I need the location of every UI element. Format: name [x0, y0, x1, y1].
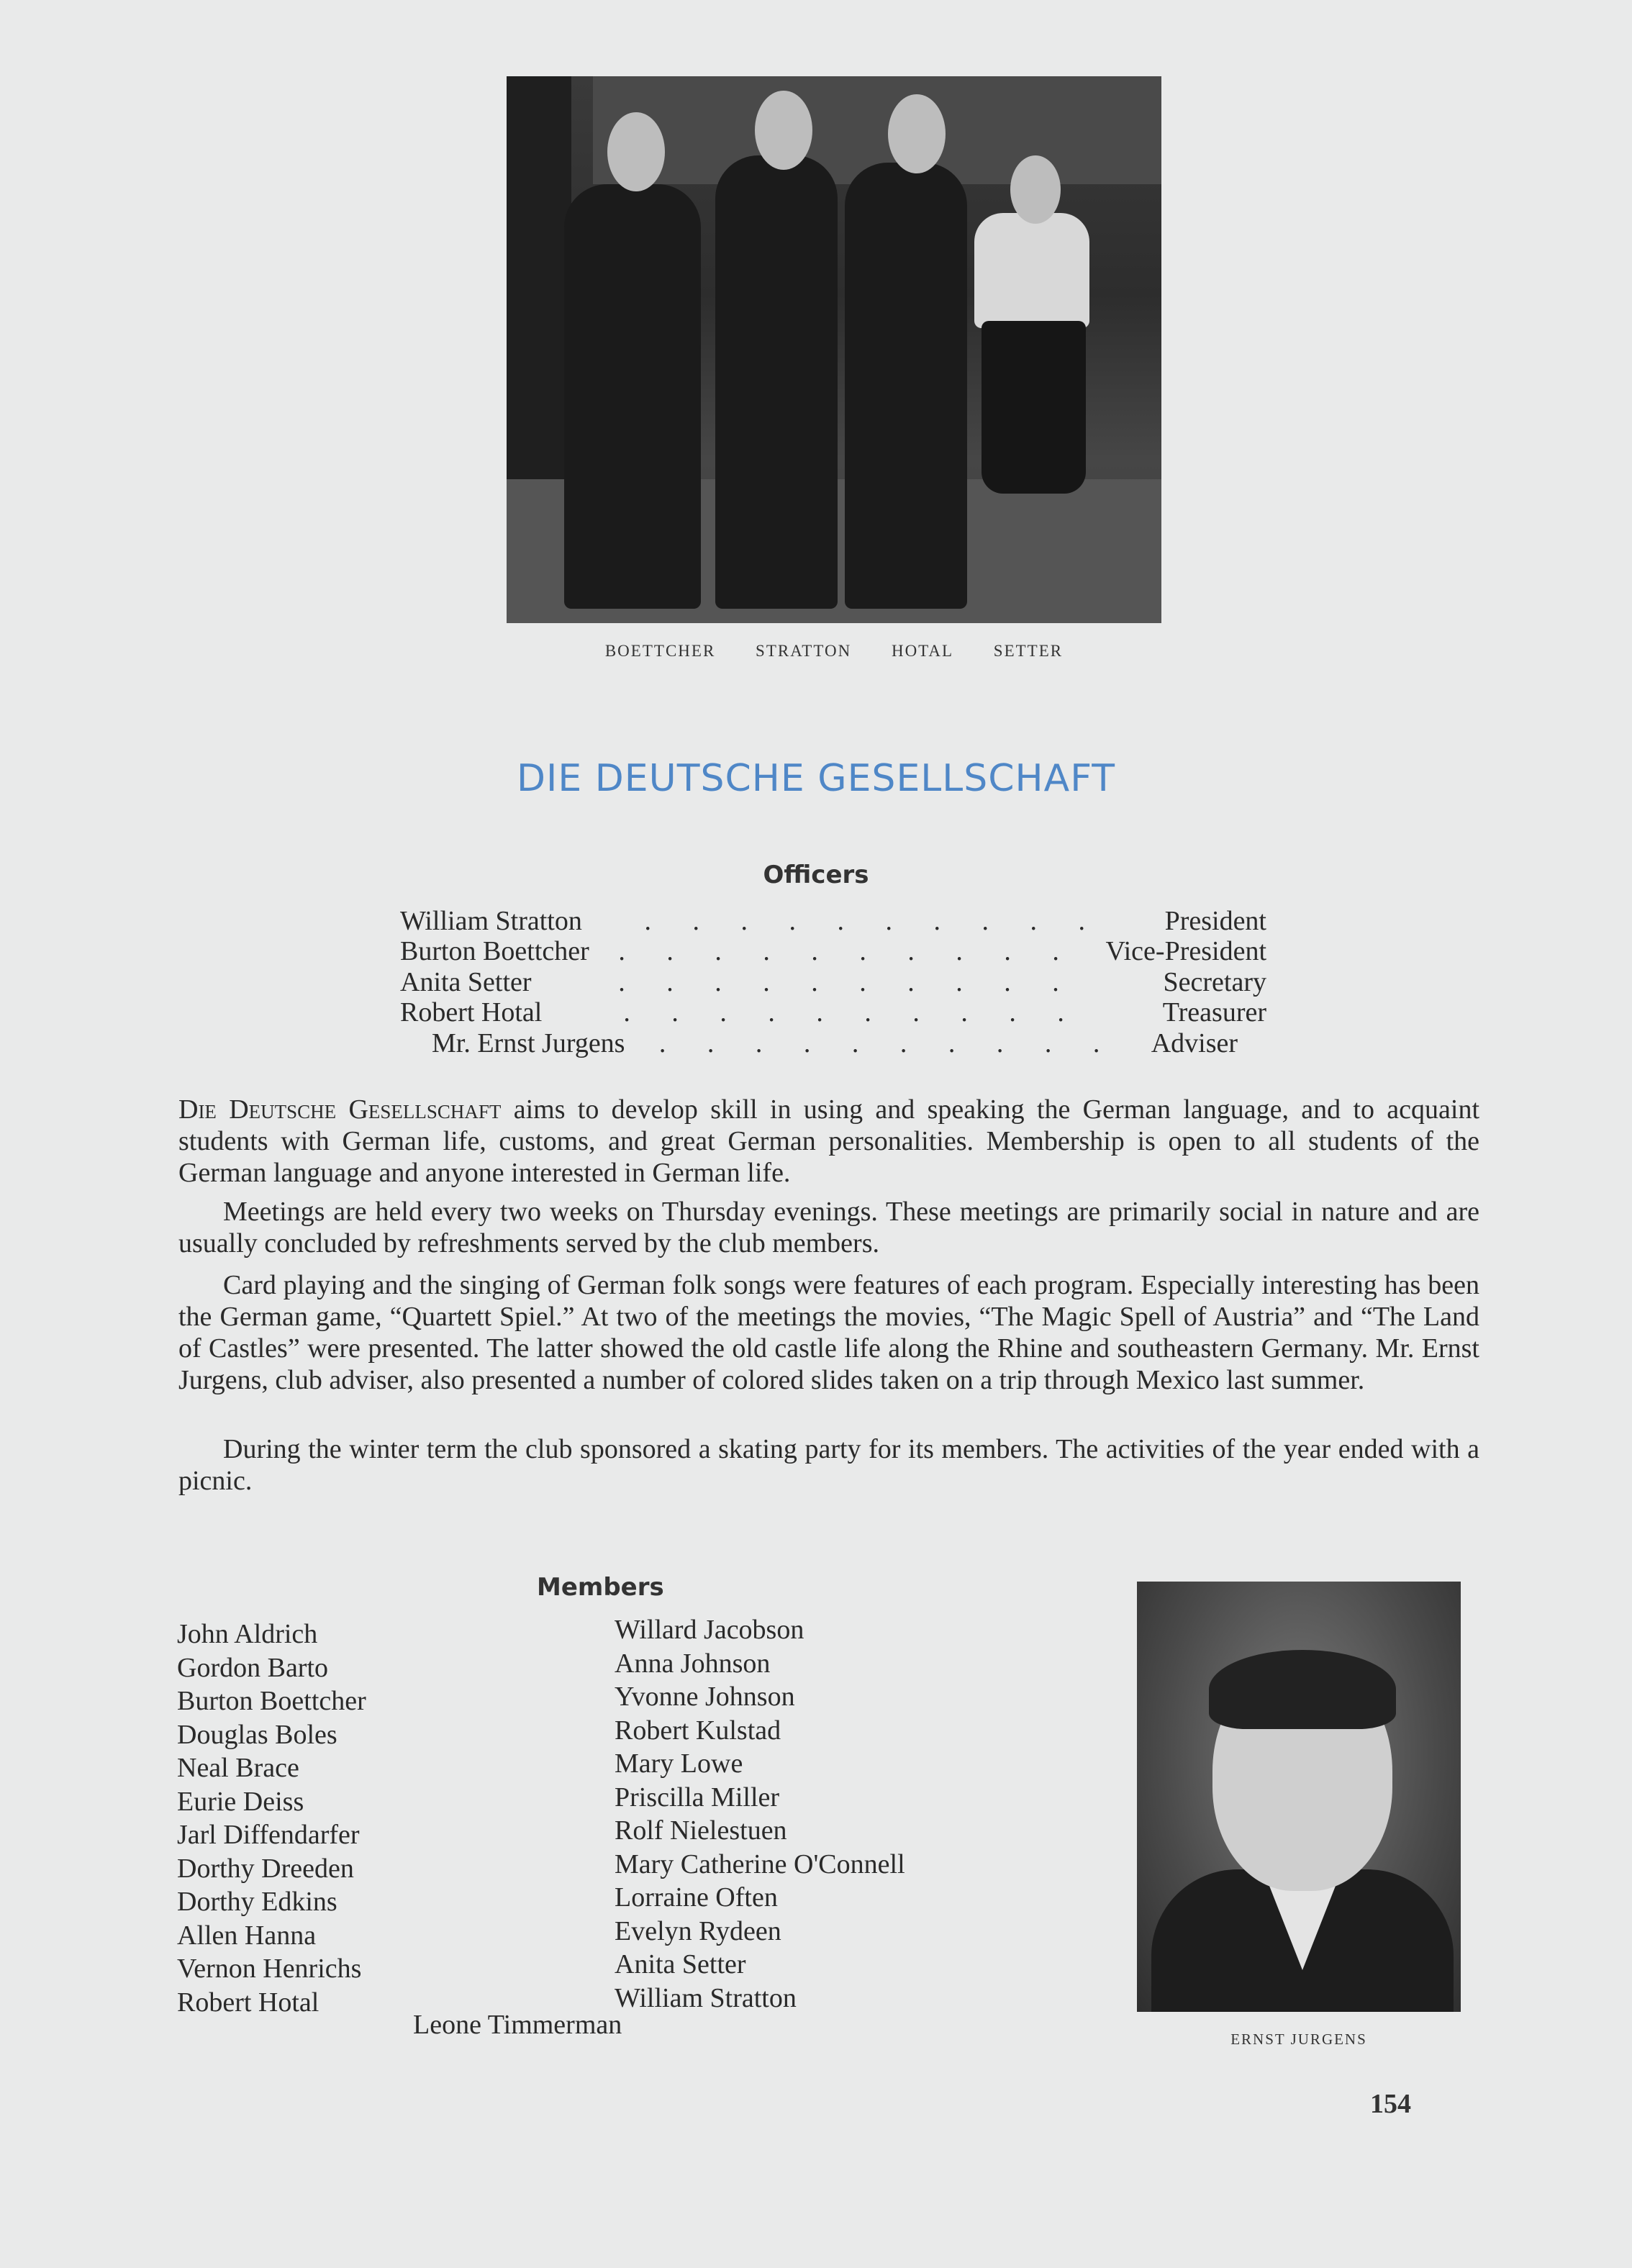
- caption-name: HOTAL: [891, 642, 954, 660]
- adviser-portrait-photo: [1137, 1582, 1461, 2012]
- officer-role: Treasurer: [1162, 997, 1266, 1028]
- officer-role: Vice-President: [1105, 936, 1266, 966]
- officer-row: [400, 997, 1266, 1028]
- caption-name: BOETTCHER: [604, 642, 716, 660]
- leader-dots: . . . . . . . . . .: [623, 997, 1082, 1028]
- member-name: Anna Johnson: [615, 1648, 771, 1679]
- page-number: 154: [1370, 2089, 1411, 2119]
- paragraph-intro: [178, 1094, 1479, 1189]
- member-name: Gordon Barto: [177, 1652, 329, 1683]
- caption-name: SETTER: [993, 642, 1064, 660]
- member-name: Evelyn Rydeen: [615, 1915, 781, 1946]
- officer-name: Anita Setter: [400, 967, 532, 997]
- member-name: Burton Boettcher: [177, 1686, 366, 1716]
- caption-name: STRATTON: [756, 642, 852, 660]
- leader-dots: . . . . . . . . . .: [658, 1028, 1118, 1058]
- club-name-smallcaps: Die Deutsche Gesellschaft: [178, 1094, 502, 1125]
- member-name: Robert Kulstad: [615, 1715, 781, 1746]
- officer-row: [400, 966, 1266, 998]
- member-name: Anita Setter: [615, 1949, 746, 1979]
- member-name: Rolf Nielestuen: [615, 1815, 787, 1846]
- member-name: Willard Jacobson: [615, 1615, 804, 1645]
- officer-name: Burton Boettcher: [400, 936, 589, 966]
- page-title: DIE DEUTSCHE GESELLSCHAFT: [517, 757, 1115, 800]
- officer-row: [432, 1028, 1266, 1059]
- members-column-left: [177, 1618, 366, 2019]
- member-name: Eurie Deiss: [177, 1786, 304, 1817]
- member-name: Neal Brace: [177, 1753, 299, 1783]
- member-name: William Stratton: [615, 1982, 797, 2013]
- officer-role: Secretary: [1163, 967, 1266, 997]
- member-name: Mary Lowe: [615, 1748, 743, 1779]
- officer-role: Adviser: [1151, 1028, 1238, 1058]
- officer-name: Mr. Ernst Jurgens: [432, 1028, 625, 1058]
- member-name: Dorthy Edkins: [177, 1887, 337, 1917]
- member-name: Mary Catherine O'Connell: [615, 1849, 905, 1879]
- member-name: Robert Hotal: [177, 1987, 319, 2018]
- paragraph-programs: Card playing and the singing of German folk songs were features of each program. Especially interesting has been the German game, “Quartett Spiel.” At two of the meetings the movies, “The Magic Spell of Austria” and “The Land of Castles” were presented. The latter showed the old castle life along the Rhine and southeastern Germany. Mr. Ernst Jurgens, club adviser, also presented a number of colored slides taken on a trip through Mexico last summer.: [178, 1270, 1479, 1395]
- leader-dots: . . . . . . . . . .: [618, 936, 1076, 966]
- member-name: Yvonne Johnson: [615, 1682, 795, 1712]
- members-heading: Members: [537, 1573, 664, 1602]
- member-name: John Aldrich: [177, 1619, 318, 1649]
- officer-name: Robert Hotal: [400, 997, 543, 1028]
- member-name: Vernon Henrichs: [177, 1954, 362, 1984]
- member-name: Jarl Diffendarfer: [177, 1820, 360, 1850]
- member-name: Dorthy Dreeden: [177, 1853, 354, 1884]
- officer-role: President: [1164, 906, 1266, 936]
- member-name: Priscilla Miller: [615, 1782, 780, 1813]
- leader-dots: . . . . . . . . . .: [644, 906, 1102, 936]
- paragraph-activities: During the winter term the club sponsored a skating party for its members. The activities of the year ended with a picnic.: [178, 1434, 1479, 1496]
- group-photo-caption: [507, 642, 1161, 661]
- member-name: Douglas Boles: [177, 1719, 337, 1750]
- officers-group-photo: [507, 76, 1161, 623]
- member-name: Leone Timmerman: [413, 2010, 622, 2040]
- officer-name: William Stratton: [400, 906, 582, 936]
- officer-row: [400, 935, 1266, 967]
- paragraph-meetings: Meetings are held every two weeks on Thursday evenings. These meetings are primarily social in nature and are usually concluded by refreshments served by the club members.: [178, 1197, 1479, 1258]
- officers-heading: Officers: [763, 861, 869, 889]
- member-name: Lorraine Often: [615, 1882, 778, 1913]
- member-name: Allen Hanna: [177, 1920, 317, 1951]
- portrait-caption: ERNST JURGENS: [1230, 2031, 1367, 2048]
- officer-row: [400, 905, 1266, 937]
- paragraph-text: aims to develop skill in using and speaking the German language, and to acquaint students with German life, customs, and great German personalities. Membership is open to all students of the German language and anyone interested in German life.: [178, 1094, 1479, 1188]
- members-column-right: [615, 1613, 905, 2015]
- leader-dots: . . . . . . . . . .: [618, 967, 1076, 997]
